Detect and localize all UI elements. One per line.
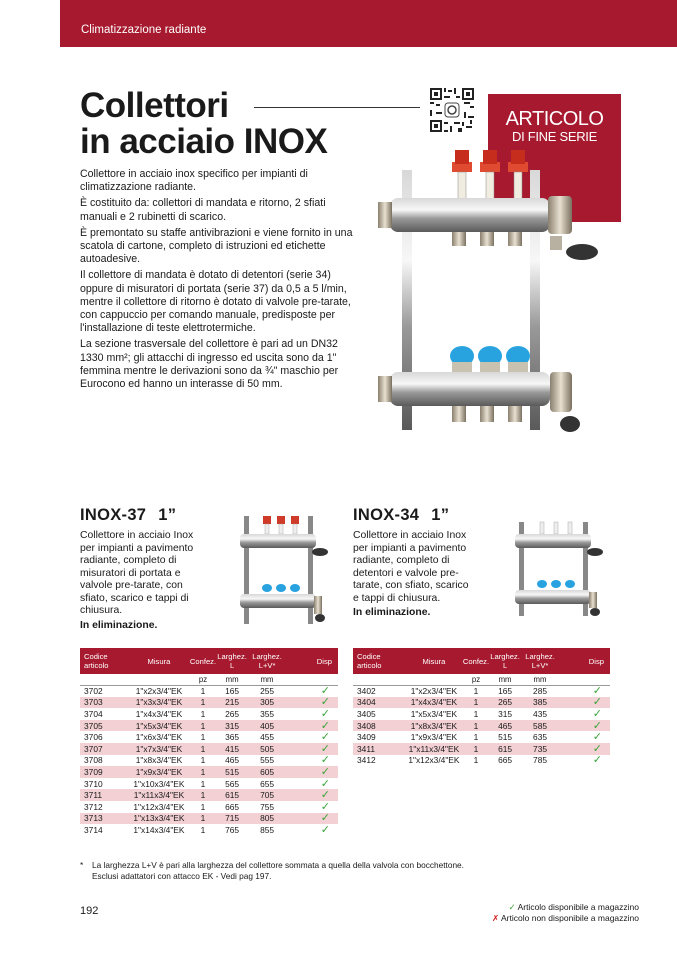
col-header-pack: Confez. xyxy=(190,648,216,674)
cell-size: 1"x4x3/4"EK xyxy=(405,697,463,709)
available-check-icon: ✓ xyxy=(559,720,610,732)
description-paragraph: È costituito da: collettori di mandata e ritorno, 2 sfiati manuali e 2 rubinetti di scarico. xyxy=(80,197,326,223)
unit-pack: pz xyxy=(463,674,489,685)
table-row xyxy=(80,731,338,743)
cell-code: 3709 xyxy=(80,766,128,778)
cell-size: 1"x13x3/4"EK xyxy=(128,813,190,825)
cell-width-l: 415 xyxy=(216,743,248,755)
cell-code: 3712 xyxy=(84,801,103,812)
description-paragraph: Collettore in acciaio inox specifico per impianti di climatizzazione radiante. xyxy=(80,168,308,194)
col-header-pack: Confez. xyxy=(463,648,489,674)
cell-pack: 1 xyxy=(463,743,489,755)
cell-width-lv: 655 xyxy=(260,778,275,789)
col-header-width-lv: Larghez. L+V* xyxy=(248,648,286,674)
cell-pack: 1 xyxy=(200,824,206,835)
available-check-icon: ✓ xyxy=(320,823,330,836)
cell-width-lv: 605 xyxy=(248,766,286,778)
cell-pack: 1 xyxy=(190,789,216,801)
col-header-width-l: Larghez. L xyxy=(216,648,248,674)
available-check-icon: ✓ xyxy=(592,731,602,744)
cell-size: 1"x9x3/4"EK xyxy=(128,766,190,778)
table-row xyxy=(80,801,338,813)
cell-pack: 1 xyxy=(190,720,216,732)
table-row xyxy=(80,824,338,836)
cell-size: 1"x2x3/4"EK xyxy=(410,686,458,697)
cell-pack: 1 xyxy=(200,801,206,812)
product-size: 1” xyxy=(158,506,177,524)
cell-pack: 1 xyxy=(200,778,206,789)
cell-size: 1"x11x3/4"EK xyxy=(405,743,463,755)
table-row xyxy=(80,743,338,755)
cell-code: 3710 xyxy=(84,778,103,789)
cell-width-l: 615 xyxy=(216,789,248,801)
cell-code: 3707 xyxy=(80,743,128,755)
cell-width-l: 365 xyxy=(225,732,240,743)
unit-pack: pz xyxy=(190,674,216,685)
cell-size: 1"x8x3/4"EK xyxy=(405,720,463,732)
product-title-inox34 xyxy=(353,506,449,525)
cell-width-lv: 855 xyxy=(260,824,275,835)
footnote-line-2: Esclusi adattatori con attacco EK - Vedi pag 197. xyxy=(92,871,272,881)
cell-size: 1"x3x3/4"EK xyxy=(128,697,190,709)
unit-width-lv: mm xyxy=(521,674,559,685)
table-row xyxy=(353,685,610,697)
available-check-icon: ✓ xyxy=(320,754,330,767)
product-status-note: In eliminazione. xyxy=(80,619,158,631)
col-header-size: Misura xyxy=(128,648,190,674)
cell-width-l: 565 xyxy=(225,778,240,789)
footnote xyxy=(80,860,464,882)
cell-width-lv: 635 xyxy=(533,732,548,743)
product-desc-line: chiusura. xyxy=(80,605,123,616)
table-row xyxy=(353,697,610,709)
col-header-width-lv: Larghez. L+V* xyxy=(521,648,559,674)
section-title: Climatizzazione radiante xyxy=(81,24,207,36)
table-row xyxy=(80,720,338,732)
product-desc-line: per impianti a pavimento xyxy=(353,542,467,554)
product-description-inox37 xyxy=(80,530,210,632)
product-desc-line: radiante, completo di xyxy=(353,555,450,566)
cell-width-lv: 255 xyxy=(260,686,275,697)
available-check-icon: ✓ xyxy=(286,813,338,825)
page-title-line-2: in acciaio INOX xyxy=(80,122,328,161)
col-header-code: Codice articolo xyxy=(80,648,128,674)
units-row xyxy=(353,674,610,685)
cell-code: 3408 xyxy=(353,720,405,732)
available-check-icon: ✓ xyxy=(320,800,330,813)
inox37-spec-table xyxy=(80,648,338,836)
cell-code: 3411 xyxy=(353,743,405,755)
cell-width-l: 165 xyxy=(498,686,513,697)
available-check-icon: ✓ xyxy=(559,697,610,709)
cell-width-lv: 585 xyxy=(521,720,559,732)
cell-width-l: 265 xyxy=(489,697,521,709)
table-row xyxy=(80,697,338,709)
available-check-icon: ✓ xyxy=(559,743,610,755)
cell-pack: 1 xyxy=(190,743,216,755)
inox34-spec-table xyxy=(353,648,610,766)
cell-width-lv: 805 xyxy=(248,813,286,825)
cell-width-l: 515 xyxy=(216,766,248,778)
product-desc-line: misuratori di portata e xyxy=(80,567,181,579)
cell-size: 1"x5x3/4"EK xyxy=(128,720,190,732)
cell-pack: 1 xyxy=(200,755,206,766)
cell-pack: 1 xyxy=(200,732,206,743)
legend-unavailable-text: Articolo non disponibile a magazzino xyxy=(501,913,639,923)
cell-width-lv: 305 xyxy=(248,697,286,709)
cell-width-l: 515 xyxy=(498,732,513,743)
col-header-size: Misura xyxy=(405,648,463,674)
cell-width-lv: 555 xyxy=(260,755,275,766)
col-header-width-l: Larghez. L xyxy=(489,648,521,674)
cell-code: 3705 xyxy=(80,720,128,732)
cell-width-l: 765 xyxy=(225,824,240,835)
cell-size: 1"x4x3/4"EK xyxy=(135,708,183,719)
available-check-icon: ✓ xyxy=(286,743,338,755)
cell-width-l: 465 xyxy=(489,720,521,732)
cell-width-lv: 405 xyxy=(248,720,286,732)
product-title-inox37 xyxy=(80,506,176,525)
table-row xyxy=(353,755,610,767)
cell-code: 3703 xyxy=(80,697,128,709)
available-check-icon: ✓ xyxy=(286,789,338,801)
table-row xyxy=(80,778,338,790)
cell-pack: 1 xyxy=(200,686,206,697)
table-row xyxy=(353,720,610,732)
cell-pack: 1 xyxy=(473,755,479,766)
table-row xyxy=(80,813,338,825)
page-number: 192 xyxy=(80,905,99,917)
product-description-inox34 xyxy=(353,530,483,620)
cell-size: 1"x10x3/4"EK xyxy=(133,778,185,789)
cell-code: 3409 xyxy=(357,732,376,743)
product-size: 1” xyxy=(431,506,450,524)
available-check-icon: ✓ xyxy=(320,777,330,790)
cell-width-l: 265 xyxy=(225,708,240,719)
unit-width-l: mm xyxy=(216,674,248,685)
manifold-product-image xyxy=(360,140,610,450)
table-row xyxy=(80,755,338,767)
cell-width-lv: 385 xyxy=(521,697,559,709)
cell-width-lv: 355 xyxy=(260,708,275,719)
available-check-icon: ✓ xyxy=(286,766,338,778)
cell-width-lv: 505 xyxy=(248,743,286,755)
cell-code: 3714 xyxy=(84,824,103,835)
col-header-disp: Disp xyxy=(559,648,610,674)
units-row xyxy=(80,674,338,685)
available-check-icon: ✓ xyxy=(592,685,602,698)
product-desc-line: Collettore in acciaio Inox xyxy=(80,530,194,541)
cell-code: 3711 xyxy=(80,789,128,801)
section-header-bar xyxy=(60,0,677,47)
cell-size: 1"x2x3/4"EK xyxy=(135,686,183,697)
unit-width-l: mm xyxy=(489,674,521,685)
cell-width-lv: 435 xyxy=(533,708,548,719)
cell-width-lv: 705 xyxy=(248,789,286,801)
description-paragraph: La sezione trasversale del collettore è pari ad un DN32 1330 mm²; gli attacchi di ingresso ed uscita sono da 1" femmina mentre le derivazioni sono da ¾" maschio per Eurocono ed hanno un interasse di 50 mm. xyxy=(80,338,339,391)
table-row xyxy=(353,708,610,720)
title-rule xyxy=(254,107,420,108)
product-desc-line: sfiato, scarico e tappi di xyxy=(80,592,189,604)
legend-available-text: Articolo disponibile a magazzino xyxy=(517,902,639,912)
col-header-code: Codice articolo xyxy=(353,648,405,674)
cell-pack: 1 xyxy=(463,720,489,732)
cell-width-l: 615 xyxy=(489,743,521,755)
cell-size: 1"x14x3/4"EK xyxy=(133,824,185,835)
badge-line-2: DI FINE SERIE xyxy=(512,129,597,144)
cell-pack: 1 xyxy=(463,697,489,709)
cell-code: 3702 xyxy=(84,686,103,697)
cell-size: 1"x6x3/4"EK xyxy=(135,732,183,743)
cell-width-l: 315 xyxy=(498,708,513,719)
available-check-icon: ✓ xyxy=(320,685,330,698)
table-row xyxy=(353,731,610,743)
cell-width-l: 465 xyxy=(225,755,240,766)
cell-width-l: 665 xyxy=(225,801,240,812)
cell-width-l: 215 xyxy=(216,697,248,709)
cell-width-lv: 735 xyxy=(521,743,559,755)
unavailable-cross-icon: ✗ xyxy=(491,913,500,923)
badge-line-1: ARTICOLO xyxy=(505,108,604,130)
cell-code: 3405 xyxy=(357,708,376,719)
cell-pack: 1 xyxy=(190,766,216,778)
cell-width-l: 665 xyxy=(498,755,513,766)
available-check-icon: ✓ xyxy=(320,731,330,744)
product-status-note: In eliminazione. xyxy=(353,607,431,618)
col-header-disp: Disp xyxy=(286,648,338,674)
table-row xyxy=(80,789,338,801)
qr-code[interactable] xyxy=(428,86,476,134)
cell-size: 1"x9x3/4"EK xyxy=(410,732,458,743)
cell-width-lv: 755 xyxy=(260,801,275,812)
footnote-marker: * xyxy=(80,860,84,870)
cell-size: 1"x11x3/4"EK xyxy=(128,789,190,801)
available-check-icon: ✓ xyxy=(320,707,330,720)
cell-width-l: 315 xyxy=(216,720,248,732)
page-title-line-1: Collettori xyxy=(80,86,229,125)
product-desc-line: detentori e valvole pre- xyxy=(353,567,459,579)
cell-size: 1"x7x3/4"EK xyxy=(128,743,190,755)
cell-code: 3402 xyxy=(357,686,376,697)
product-description xyxy=(80,168,355,394)
footnote-line-1: La larghezza L+V è pari alla larghezza del collettore sommata a quella della valvola con bocchettone. xyxy=(92,860,464,870)
cell-pack: 1 xyxy=(473,686,479,697)
cell-width-l: 165 xyxy=(225,686,240,697)
available-check-icon: ✓ xyxy=(592,707,602,720)
cell-width-lv: 785 xyxy=(533,755,548,766)
table-row xyxy=(353,743,610,755)
cell-code: 3412 xyxy=(357,755,376,766)
table-row xyxy=(80,766,338,778)
cell-width-l: 715 xyxy=(216,813,248,825)
inox34-product-image xyxy=(505,516,605,620)
product-desc-line: radiante, completo di xyxy=(80,555,177,566)
product-desc-line: Collettore in acciaio Inox xyxy=(353,530,467,541)
cell-code: 3704 xyxy=(84,708,103,719)
cell-pack: 1 xyxy=(473,708,479,719)
available-check-icon: ✓ xyxy=(286,720,338,732)
table-row xyxy=(80,708,338,720)
product-name: INOX-34 xyxy=(353,506,420,524)
cell-size: 1"x12x3/4"EK xyxy=(133,801,185,812)
available-check-icon: ✓ xyxy=(508,902,516,912)
cell-code: 3708 xyxy=(84,755,103,766)
availability-legend xyxy=(492,902,639,924)
cell-code: 3706 xyxy=(84,732,103,743)
product-desc-line: tarate, con sfiato, scarico xyxy=(353,580,469,591)
product-desc-line: per impianti a pavimento xyxy=(80,542,194,554)
cell-pack: 1 xyxy=(473,732,479,743)
cell-pack: 1 xyxy=(190,697,216,709)
cell-width-lv: 285 xyxy=(533,686,548,697)
description-paragraph: È premontato su staffe antivibrazioni e viene fornito in una scatola di cartone, completo di istruzioni ed etichette autoadesive. xyxy=(80,226,353,266)
cell-code: 3713 xyxy=(80,813,128,825)
product-name: INOX-37 xyxy=(80,506,147,524)
available-check-icon: ✓ xyxy=(286,697,338,709)
product-desc-line: valvole pre-tarate, con xyxy=(80,580,183,591)
inox37-product-image xyxy=(230,508,330,628)
unit-width-lv: mm xyxy=(248,674,286,685)
available-check-icon: ✓ xyxy=(592,754,602,767)
cell-code: 3404 xyxy=(353,697,405,709)
cell-width-lv: 455 xyxy=(260,732,275,743)
table-row xyxy=(80,685,338,697)
cell-pack: 1 xyxy=(200,708,206,719)
product-desc-line: e tappi di chiusura. xyxy=(353,592,441,604)
cell-size: 1"x5x3/4"EK xyxy=(410,708,458,719)
page-title xyxy=(80,88,327,160)
cell-pack: 1 xyxy=(190,813,216,825)
cell-size: 1"x8x3/4"EK xyxy=(135,755,183,766)
cell-size: 1"x12x3/4"EK xyxy=(408,755,460,766)
description-paragraph: Il collettore di mandata è dotato di detentori (serie 34) oppure di misuratori di portata (serie 37) da 0,5 a 5 l/min, mentre il collettore di ritorno è dotato di valvole pre-tarate, con cappuccio per comando manuale, predisposte per l'installazione di teste elettrotermiche. xyxy=(80,269,351,335)
